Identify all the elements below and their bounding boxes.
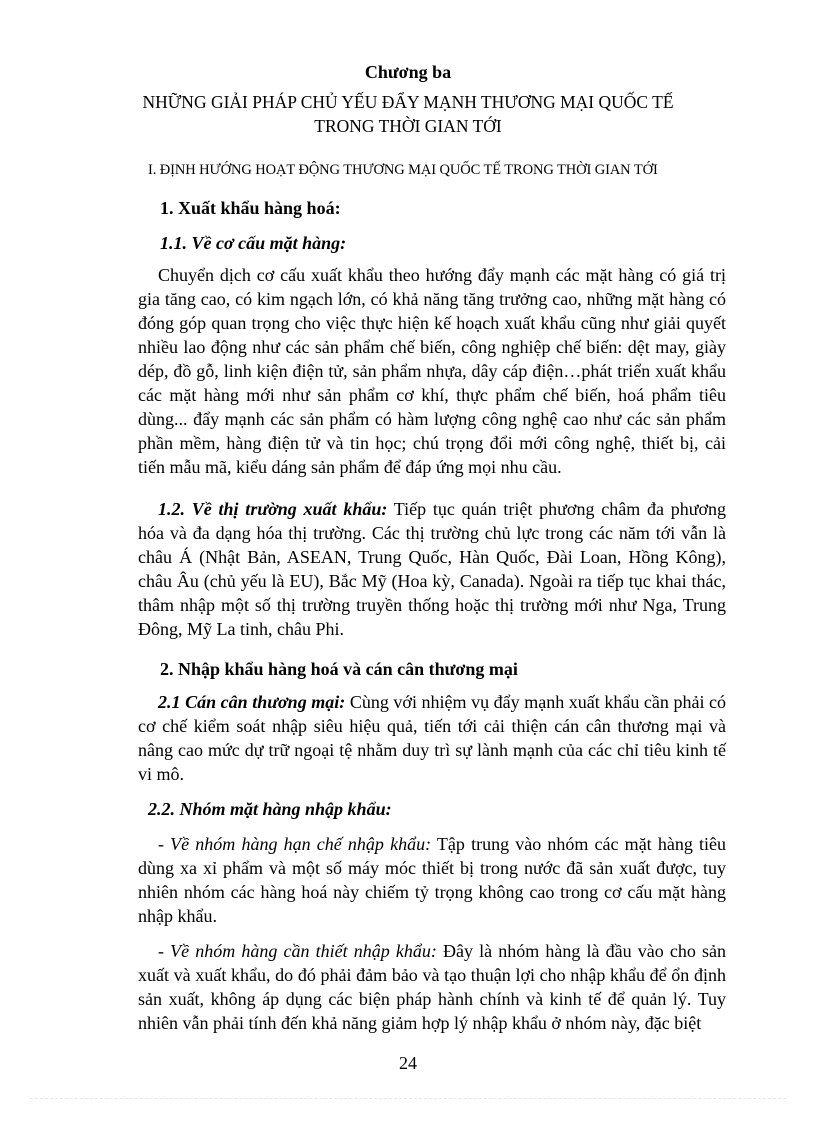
heading-import-groups: 2.2. Nhóm mặt hàng nhập khẩu: — [148, 799, 392, 819]
heading-import-balance: 2. Nhập khẩu hàng hoá và cán cân thương mại — [160, 659, 518, 679]
paragraph-trade-balance — [138, 690, 726, 786]
restricted-imports-lead: - Về nhóm hàng hạn chế nhập khẩu: — [158, 834, 432, 854]
chapter-title — [0, 90, 816, 138]
bottom-divider — [30, 1098, 786, 1099]
trade-balance-text: Cùng với nhiệm vụ đẩy mạnh xuất khẩu cần phải có cơ chế kiểm soát nhập siêu hiệu quả, tiến tới cải thiện cán cân thương mại và nâng cao mức dự trữ ngoại tệ nhằm duy trì sự lành mạnh của các chỉ tiêu kinh tế vi mô. — [138, 692, 727, 784]
restricted-imports-text: Tập trung vào nhóm các mặt hàng tiêu dùng xa xỉ phẩm và một số máy móc thiết bị trong nước đã sản xuất được, tuy nhiên nhóm các hàng hoá này chiếm tỷ trọng không cao trong cơ cấu mặt hàng nhập khẩu. — [138, 834, 726, 926]
section-heading: I. ĐỊNH HƯỚNG HOẠT ĐỘNG THƯƠNG MẠI QUỐC TẾ TRONG THỜI GIAN TỚI — [148, 162, 658, 178]
chapter-title-line-2: TRONG THỜI GIAN TỚI — [314, 116, 502, 136]
heading-export-goods: 1. Xuất khẩu hàng hoá: — [160, 198, 341, 218]
heading-export-structure: 1.1. Về cơ cấu mặt hàng: — [160, 233, 347, 253]
chapter-label: Chương ba — [364, 62, 452, 82]
trade-balance-lead: 2.1 Cán cân thương mại: — [158, 692, 346, 712]
paragraph-necessary-imports — [138, 939, 726, 1035]
export-markets-text: Tiếp tục quán triệt phương châm đa phương hóa và đa dạng hóa thị trường. Các thị trường chủ lực trong các năm tới vẫn là châu Á (Nhật Bản, ASEAN, Trung Quốc, Hàn Quốc, Đài Loan, Hồng Kông), châu Âu (chủ yếu là EU), Bắc Mỹ (Hoa kỳ, Canada). Ngoài ra tiếp tục khai thác, thâm nhập một số thị trường truyền thống hoặc thị trường mới như Nga, Trung Đông, Mỹ La tinh, châu Phi. — [138, 499, 726, 639]
export-markets-lead: 1.2. Về thị trường xuất khẩu: — [158, 499, 388, 519]
necessary-imports-lead: - Về nhóm hàng cần thiết nhập khẩu: — [158, 941, 437, 961]
page-number: 24 — [399, 1053, 417, 1073]
paragraph-export-structure — [138, 263, 726, 479]
chapter-title-line-1: NHỮNG GIẢI PHÁP CHỦ YẾU ĐẨY MẠNH THƯƠNG MẠI QUỐC TẾ — [142, 92, 674, 112]
paragraph-export-structure-text: Chuyển dịch cơ cấu xuất khẩu theo hướng đẩy mạnh các mặt hàng có giá trị gia tăng cao, có kim ngạch lớn, có khả năng tăng trưởng cao, những mặt hàng có đóng góp quan trọng cho việc thực hiện kế hoạch xuất khẩu cũng như giải quyết nhiều lao động như các sản phẩm chế biến, công nghiệp chế biến: dệt may, giày dép, đồ gỗ, linh kiện điện tử, sản phẩm nhựa, dây cáp điện…phát triển xuất khẩu các mặt hàng mới như sản phẩm cơ khí, thực phẩm chế biến, hoá phẩm tiêu dùng... đẩy mạnh các sản phẩm có hàm lượng công nghệ cao như các sản phẩm phần mềm, hàng điện tử và tin học; chú trọng đổi mới công nghệ, thiết bị, cải tiến mẫu mã, kiểu dáng sản phẩm để đáp ứng mọi nhu cầu. — [138, 265, 726, 477]
necessary-imports-text: Đây là nhóm hàng là đầu vào cho sản xuất và xuất khẩu, do đó phải đảm bảo và tạo thuận lợi cho nhập khẩu để ổn định sản xuất, không áp dụng các biện pháp hành chính và kinh tế để quản lý. Tuy nhiên vẫn phải tính đến khả năng giảm hợp lý nhập khẩu ở nhóm này, đặc biệt — [138, 941, 726, 1033]
paragraph-export-markets — [138, 497, 726, 641]
paragraph-restricted-imports — [138, 832, 726, 928]
